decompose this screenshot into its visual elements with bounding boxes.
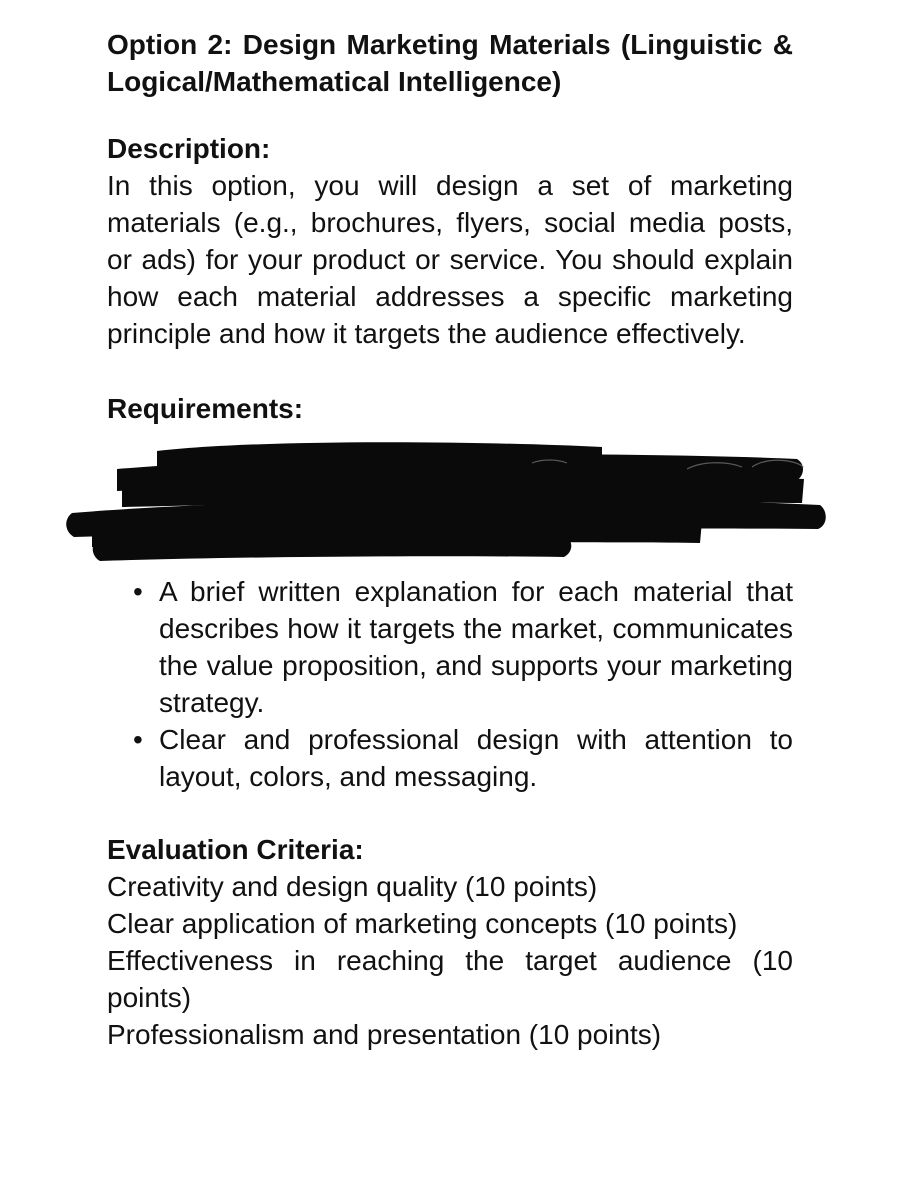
evaluation-criterion: Creativity and design quality (10 points) [107,871,598,902]
list-item [107,721,793,795]
description-body: In this option, you will design a set of marketing materials (e.g., brochures, flyers, social media posts, or ads) for your product or service. You should explain how each material addresses a specific marketing principle and how it targets the audience effectively. [107,170,793,349]
evaluation-section [107,831,793,1053]
requirements-heading: Requirements: [107,393,304,424]
redacted-region [107,431,793,581]
description-section [107,130,793,352]
requirements-section [107,390,793,795]
bullet-icon: • [133,576,143,607]
requirement-text: Clear and professional design with attention to layout, colors, and messaging. [159,724,793,792]
redaction-marker-strokes [62,431,842,581]
evaluation-criterion: Professionalism and presentation (10 points) [107,1019,662,1050]
document-page [107,26,793,1053]
list-item [107,573,793,721]
requirements-list [107,573,793,795]
requirement-text: A brief written explanation for each material that describes how it targets the market, communicates the value proposition, and supports your marketing strategy. [159,576,793,718]
evaluation-heading: Evaluation Criteria: [107,834,364,865]
page-title: Option 2: Design Marketing Materials (Linguistic & Logical/Mathematical Intelligence) [107,29,793,97]
bullet-icon: • [133,724,143,755]
description-heading: Description: [107,133,271,164]
evaluation-criterion: Effectiveness in reaching the target audience (10 points) [107,945,793,1013]
evaluation-criterion: Clear application of marketing concepts (10 points) [107,908,738,939]
